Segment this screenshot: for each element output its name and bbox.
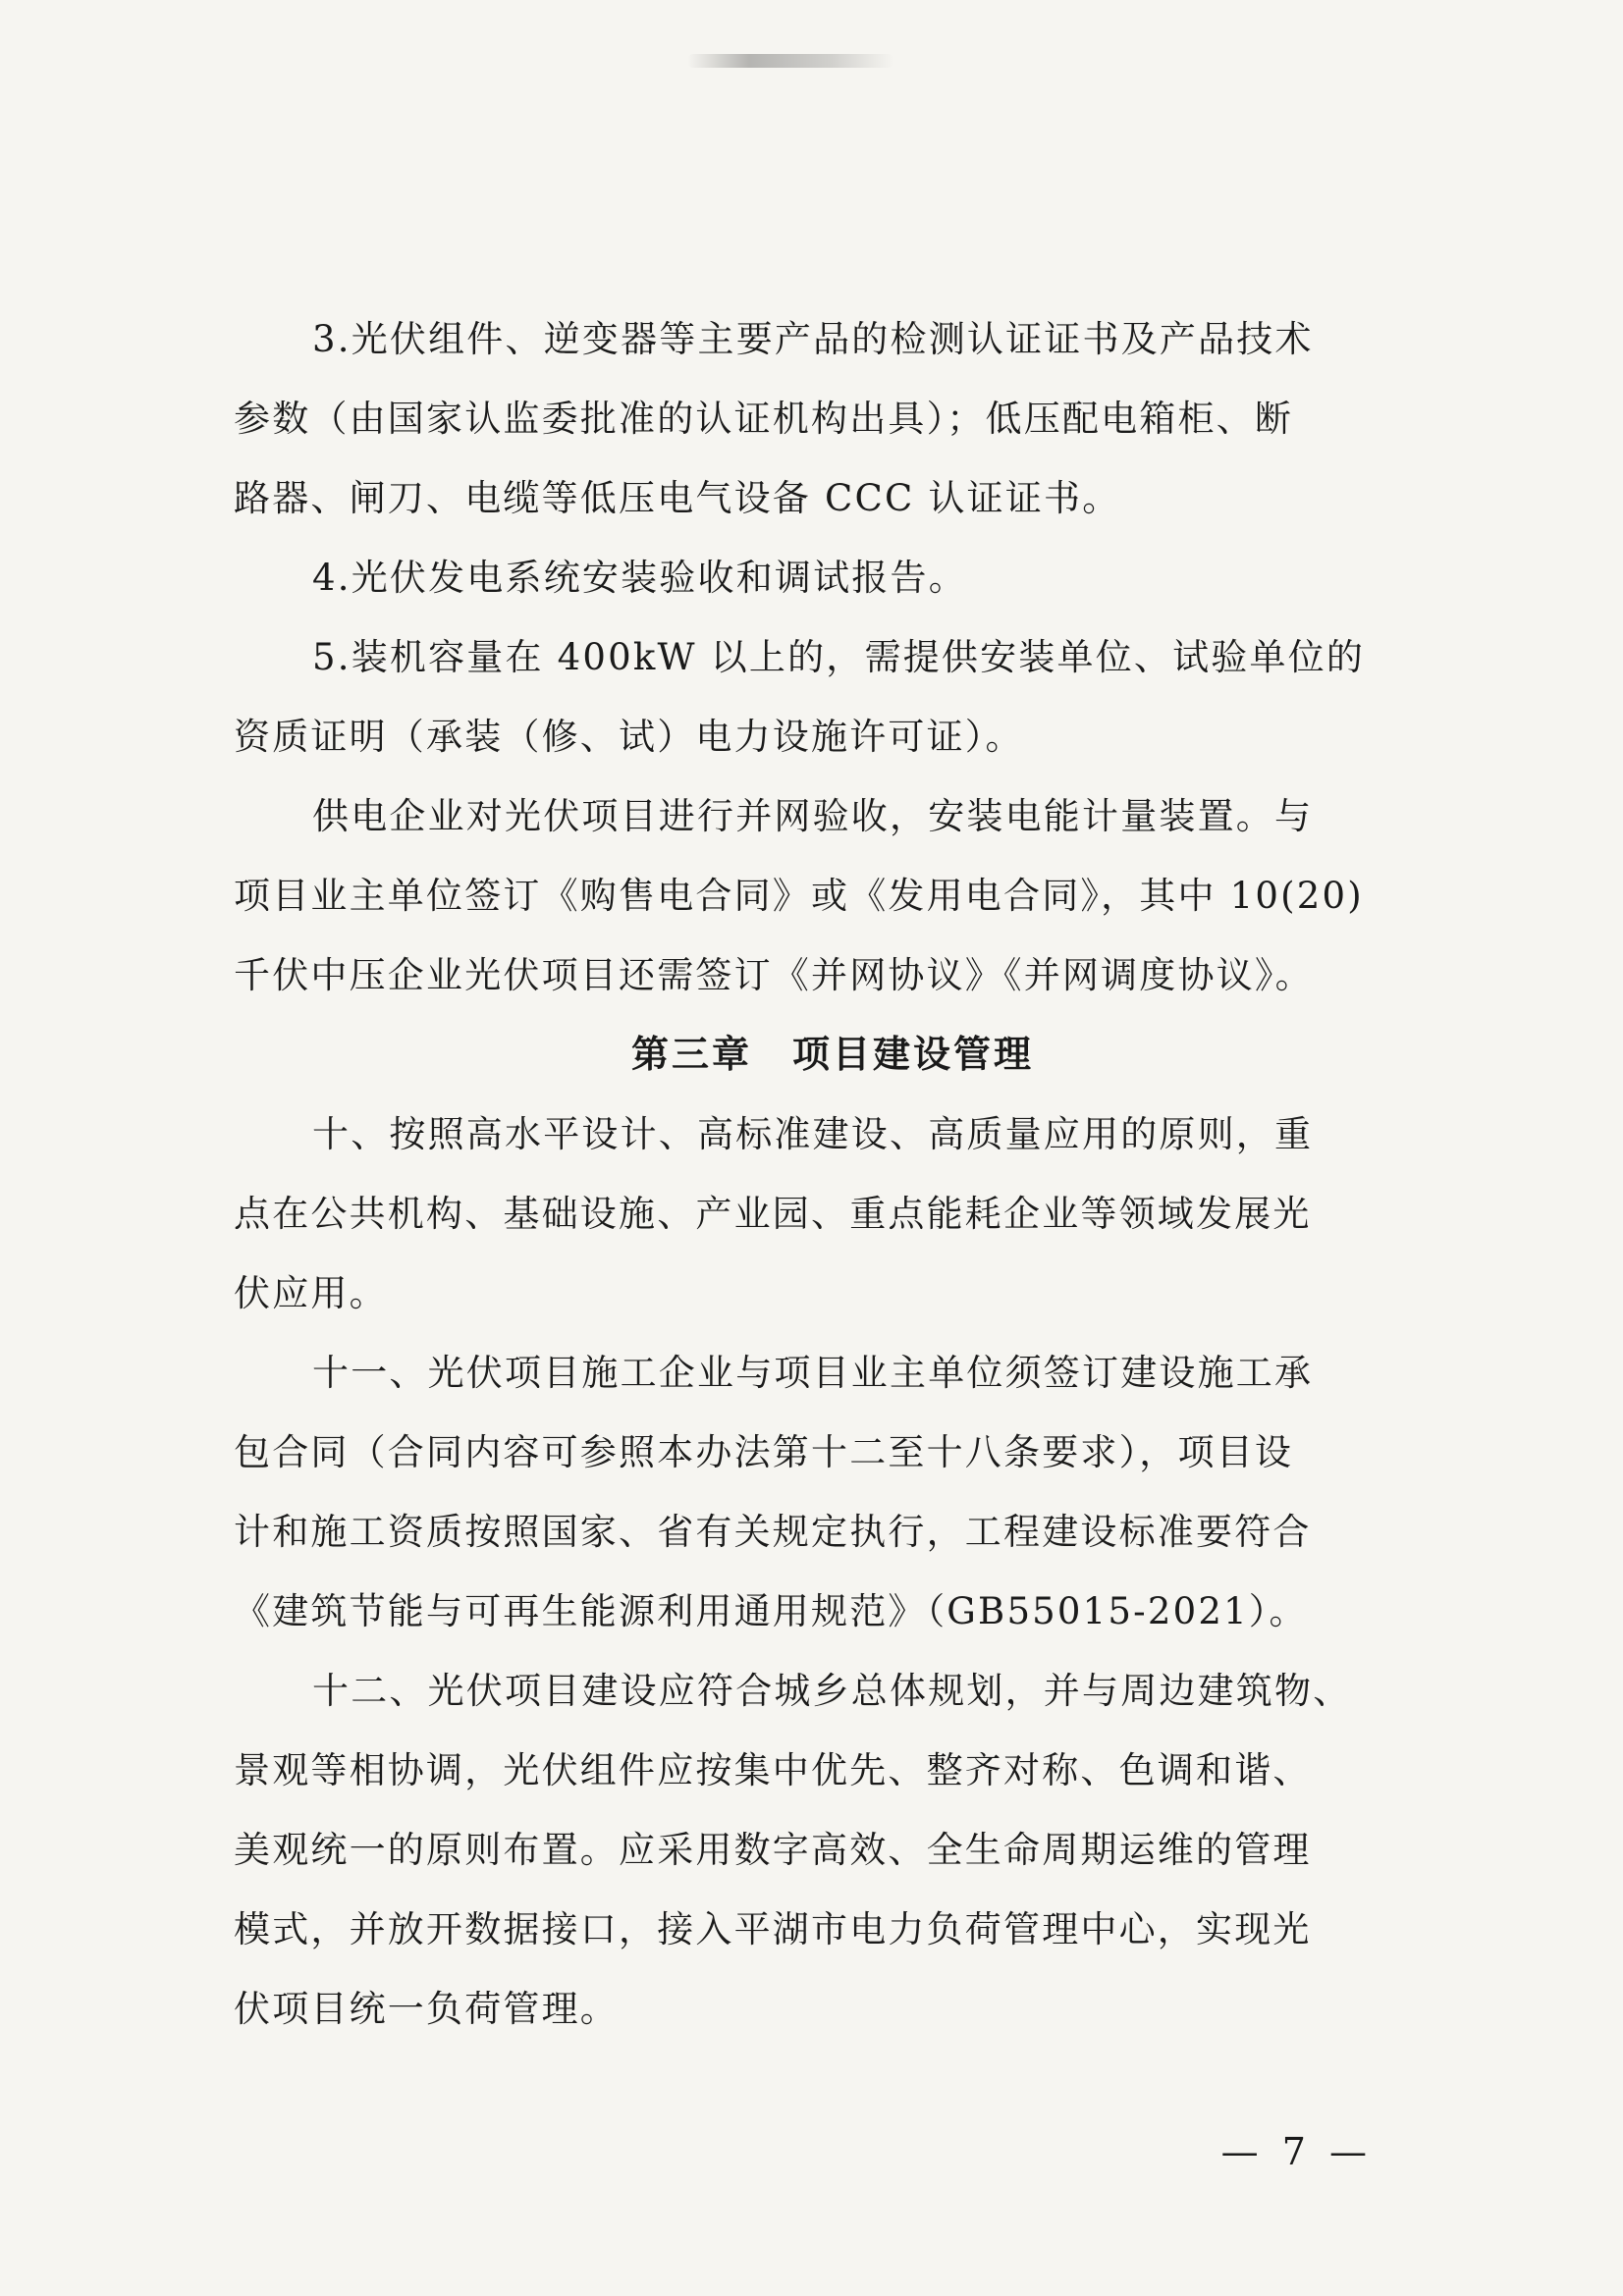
paragraph-line: 十一、光伏项目施工企业与项目业主单位须签订建设施工承 <box>312 1352 1314 1394</box>
paragraph-line: 伏项目统一负荷管理。 <box>234 1988 619 2030</box>
paragraph-line: 美观统一的原则布置。应采用数字高效、全生命周期运维的管理 <box>234 1829 1312 1871</box>
paragraph-line: 十二、光伏项目建设应符合城乡总体规划，并与周边建筑物、 <box>312 1670 1352 1712</box>
chapter-heading: 第三章 项目建设管理 <box>630 1033 1034 1076</box>
paragraph-line: 路器、闸刀、电缆等低压电气设备 CCC 认证证书。 <box>234 477 1121 519</box>
paragraph-line: 项目业主单位签订《购售电合同》或《发用电合同》，其中 10(20) <box>234 875 1364 917</box>
paragraph-line: 供电企业对光伏项目进行并网验收，安装电能计量装置。与 <box>312 795 1314 837</box>
paragraph-line: 点在公共机构、基础设施、产业园、重点能耗企业等领域发展光 <box>234 1193 1312 1235</box>
paragraph-line: 十、按照高水平设计、高标准建设、高质量应用的原则，重 <box>312 1113 1314 1155</box>
page-number: — 7 — <box>1220 2130 1373 2173</box>
paragraph-line: 伏应用。 <box>234 1272 388 1314</box>
scan-smudge <box>687 54 893 68</box>
paragraph-line: 5.装机容量在 400kW 以上的，需提供安装单位、试验单位的 <box>312 636 1366 678</box>
paragraph-line: 景观等相协调，光伏组件应按集中优先、整齐对称、色调和谐、 <box>234 1749 1312 1791</box>
paragraph-line: 计和施工资质按照国家、省有关规定执行，工程建设标准要符合 <box>234 1511 1312 1553</box>
paragraph-line: 《建筑节能与可再生能源利用通用规范》（GB55015-2021）。 <box>234 1590 1308 1632</box>
paragraph-line: 千伏中压企业光伏项目还需签订《并网协议》《并网调度协议》。 <box>234 954 1314 996</box>
paragraph-line: 参数（由国家认监委批准的认证机构出具）；低压配电箱柜、断 <box>234 398 1294 440</box>
paragraph-line: 4.光伏发电系统安装验收和调试报告。 <box>312 557 967 599</box>
paragraph-line: 3.光伏组件、逆变器等主要产品的检测认证证书及产品技术 <box>312 318 1314 360</box>
document-body <box>234 299 1432 2049</box>
paragraph-line: 资质证明（承装（修、试）电力设施许可证）。 <box>234 716 1024 758</box>
paragraph-line: 模式，并放开数据接口，接入平湖市电力负荷管理中心，实现光 <box>234 1908 1312 1950</box>
paragraph-line: 包合同（合同内容可参照本办法第十二至十八条要求），项目设 <box>234 1431 1294 1473</box>
